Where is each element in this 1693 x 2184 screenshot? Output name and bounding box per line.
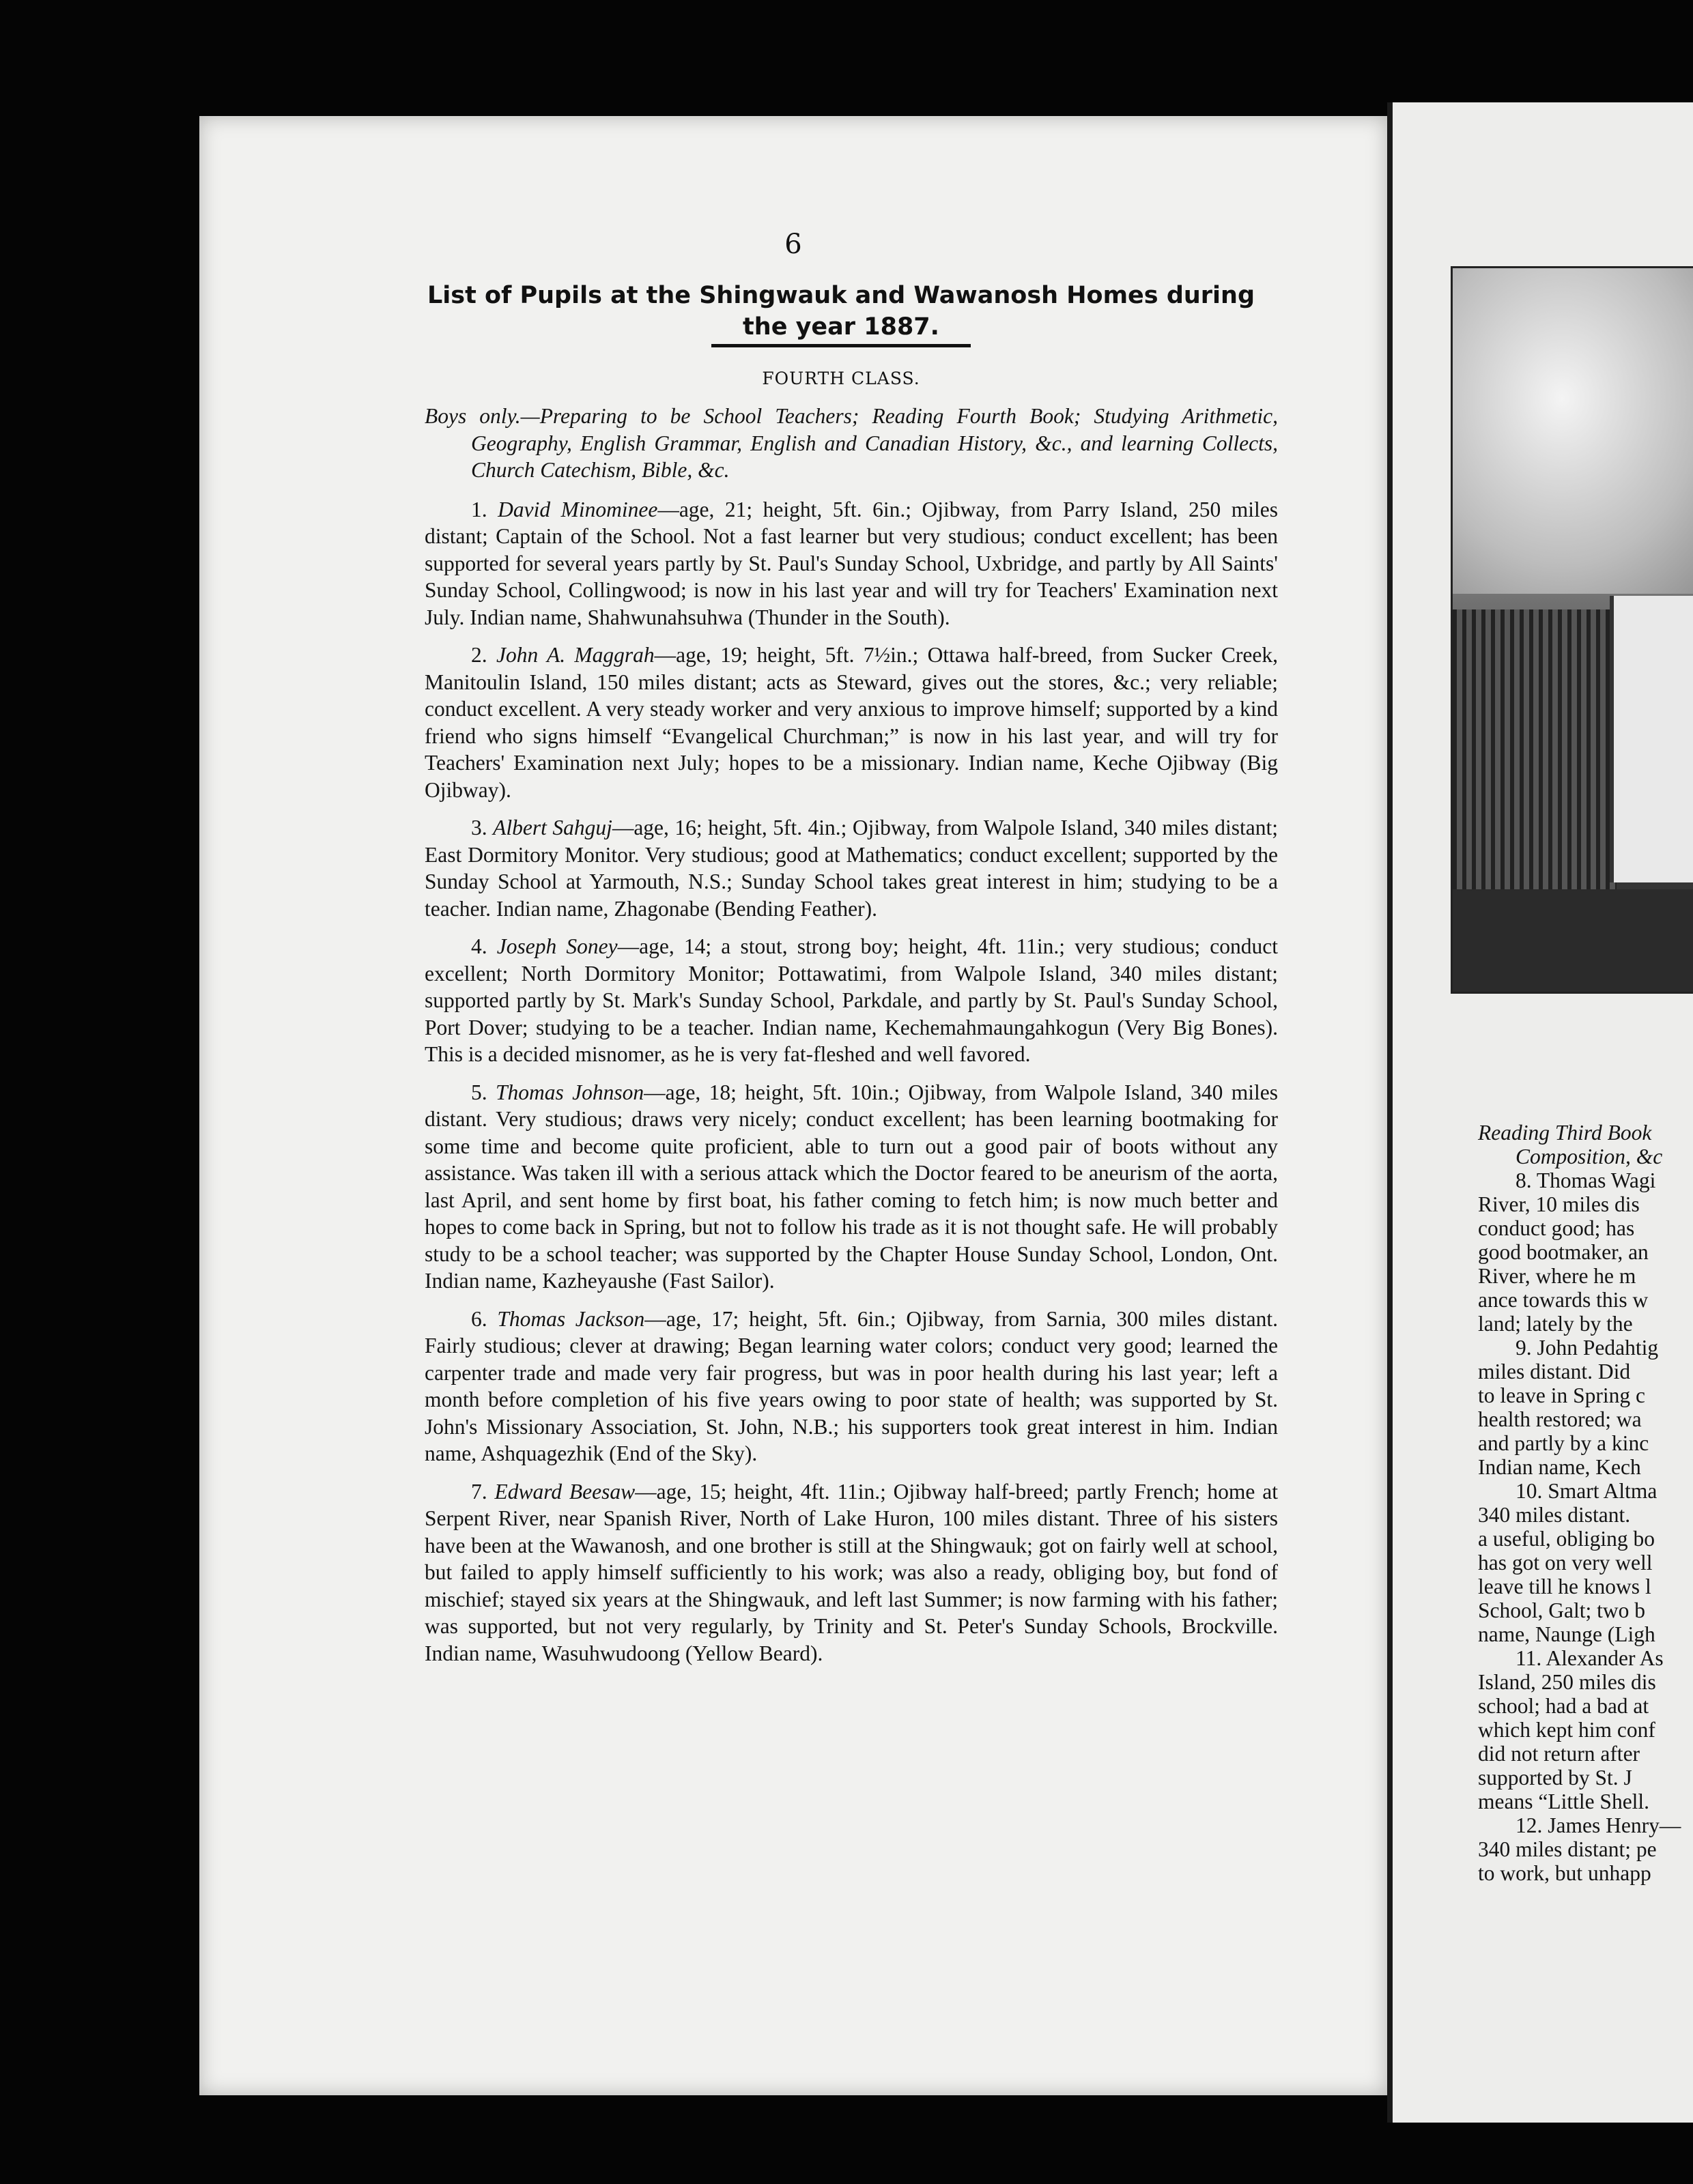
entries-container (425, 496, 1278, 1667)
pupil-name: John A. Maggrah (496, 643, 655, 667)
page-title (404, 280, 1278, 343)
right-page-line: to leave in Spring c (1478, 1383, 1645, 1407)
pupil-description: —age, 17; height, 5ft. 6in.; Ojibway, from Sarnia, 300 miles distant. Fairly studious; clever at drawing; Began learning water colors; conduct very good; learned the carpenter trade and made very fair progress, but was in poor health during his last year; left a month before completion of his five years owing to poor state of health; was supported by St. John's Missionary Association, St. John, N.B.; his supporters took great interest in him. Indian name, Ashquagezhik (End of the Sky). (425, 1306, 1279, 1465)
right-page-line: conduct good; has (1478, 1216, 1635, 1240)
left-page (199, 116, 1387, 2095)
right-page-line: means “Little Shell. (1478, 1790, 1650, 1813)
entry-number: 4. (471, 934, 497, 958)
pupil-description: —age, 18; height, 5ft. 10in.; Ojibway, from Walpole Island, 340 miles distant. Very studious; draws very nicely; conduct excellent; has been learning bootmaking for some time and become quite proficient, able to turn out a good pair of boots without any assistance. Was taken ill with a serious attack which the Doctor feared to be aneurism of the aorta, last April, and sent home by first boat, his father coming to fetch him; is now much better and hopes to come back in Spring, but not to follow his trade as it is not thought safe. He will probably study to be a school teacher; was supported by the Chapter House Sunday School, London, Ont. Indian name, Kazheyaushe (Fast Sailor). (425, 1080, 1278, 1293)
pupil-description: —age, 19; height, 5ft. 7½in.; Ottawa half-breed, from Sucker Creek, Manitoulin Island, 150 miles distant; acts as Steward, gives out the stores, &c.; very reliable; conduct excellent. A very steady worker and very anxious to improve himself; supported by a kind friend who signs himself “Evangelical Churchman;” is now in his last year, and will try for Teachers' Examination next July; hopes to be a missionary. Indian name, Keche Ojibway (Big Ojibway). (425, 643, 1279, 802)
right-page-line: 340 miles distant; pe (1478, 1837, 1657, 1861)
right-page-line: River, where he m (1478, 1264, 1636, 1288)
right-page-line: Reading Third Book (1478, 1121, 1652, 1145)
right-page-line: miles distant. Did (1478, 1360, 1631, 1383)
right-page-line: Indian name, Kech (1478, 1455, 1641, 1479)
pupil-entry (425, 496, 1278, 631)
right-page-line: 11. Alexander As (1516, 1646, 1664, 1670)
pupil-description: —age, 16; height, 5ft. 4in.; Ojibway, from Walpole Island, 340 miles distant; East Dormitory Monitor. Very studious; good at Mathematics; conduct excellent; supported by the Sunday School at Yarmouth, N.S.; Sunday School takes great interest in him; studying to be a teacher. Indian name, Zhagonabe (Bending Feather). (425, 816, 1278, 921)
title-rule (711, 344, 971, 347)
entry-number: 7. (471, 1479, 495, 1504)
pupil-description: —age, 14; a stout, strong boy; height, 4ft. 11in.; very studious; conduct excellent; North Dormitory Monitor; Pottawatimi, from Walpole Island, 340 miles distant; supported partly by St. Mark's Sunday School, Parkdale, and partly by St. Paul's Sunday School, Port Dover; studying to be a teacher. Indian name, Kechemahmaungahkogun (Very Big Bones). This is a decided misnomer, as he is very fat-fleshed and well favored. (425, 934, 1279, 1066)
entry-number: 6. (471, 1306, 498, 1331)
pupil-entry (425, 933, 1278, 1068)
pupil-entry (425, 1306, 1278, 1467)
title-line-2: the year 1887. (743, 313, 939, 341)
right-page-line: ance towards this w (1478, 1288, 1649, 1312)
title-line-1: List of Pupils at the Shingwauk and Wawanosh Homes during (427, 282, 1255, 309)
right-page-line: River, 10 miles dis (1478, 1192, 1640, 1216)
right-page-line: has got on very well (1478, 1551, 1653, 1575)
class-intro: Boys only.—Preparing to be School Teachers; Reading Fourth Book; Studying Arithmetic, Geography, English Grammar, English and Canadian History, &c., and learning Collects, Church Catechism, Bible, &c. (425, 404, 1278, 482)
pupil-description: —age, 21; height, 5ft. 6in.; Ojibway, from Parry Island, 250 miles distant; Captain of the School. Not a fast learner but very studious; conduct excellent; has been supported for several years partly by St. Paul's Sunday School, Uxbridge, and partly by All Saints' Sunday School, Collingwood; is now in his last year and will try for Teachers' Examination next July. Indian name, Shahwunahsuhwa (Thunder in the South). (425, 497, 1279, 629)
right-page-line: a useful, obliging bo (1478, 1527, 1655, 1551)
right-page-line: good bootmaker, an (1478, 1240, 1649, 1264)
right-page-line: to work, but unhapp (1478, 1861, 1651, 1885)
engraving-trees (1453, 609, 1617, 896)
pupil-entry (425, 1079, 1278, 1295)
pupil-name: Joseph Soney (496, 934, 618, 958)
right-page-line: Composition, &c (1516, 1145, 1663, 1168)
book-gutter (1387, 102, 1393, 2123)
pupil-name: Edward Beesaw (494, 1479, 636, 1504)
entry-number: 2. (471, 643, 496, 667)
engraving-sky (1453, 268, 1693, 594)
school-engraving (1451, 266, 1693, 994)
pupil-entry (425, 642, 1278, 803)
right-page-line: 9. John Pedahtig (1516, 1336, 1659, 1360)
right-page-line: 340 miles distant. (1478, 1503, 1631, 1527)
right-page-line: 12. James Henry— (1516, 1813, 1681, 1837)
right-page-line: health restored; wa (1478, 1407, 1642, 1431)
right-page-line: supported by St. J (1478, 1766, 1632, 1790)
entry-number: 5. (471, 1080, 496, 1104)
right-page (1393, 102, 1693, 2123)
right-page-line: name, Naunge (Ligh (1478, 1622, 1655, 1646)
pupil-name: Albert Sahguj (493, 816, 612, 839)
engraving-ground (1453, 889, 1693, 992)
right-page-line: which kept him conf (1478, 1718, 1655, 1742)
class-heading: FOURTH CLASS. (762, 369, 920, 388)
pupil-name: Thomas Jackson (497, 1306, 645, 1331)
pupil-name: Thomas Johnson (496, 1080, 644, 1104)
right-page-line: land; lately by the (1478, 1312, 1633, 1336)
right-page-line: School, Galt; two b (1478, 1598, 1645, 1622)
pupil-entry (425, 814, 1278, 922)
right-page-line: 8. Thomas Wagi (1516, 1168, 1656, 1192)
right-page-text (1478, 1121, 1693, 1885)
pupil-description: —age, 15; height, 4ft. 11in.; Ojibway half-breed; partly French; home at Serpent River, near Spanish River, North of Lake Huron, 100 miles distant. Three of his sisters have been at the Wawanosh, and one brother is still at the Shingwauk; got on fairly well at school, but failed to apply himself sufficiently to his work; was also a ready, obliging boy, but fond of mischief; stayed six years at the Shingwauk, and left last Summer; is now farming with his father; was supported, but not very regularly, by Trinity and St. Peter's Sunday Schools, Brockville. Indian name, Wasuhwudoong (Yellow Beard). (425, 1479, 1278, 1665)
pupil-list (425, 403, 1278, 1678)
right-page-line: Island, 250 miles dis (1478, 1670, 1656, 1694)
right-page-line: leave till he knows l (1478, 1575, 1651, 1598)
entry-number: 1. (471, 497, 498, 521)
right-page-line: 10. Smart Altma (1516, 1479, 1658, 1503)
pupil-entry (425, 1478, 1278, 1667)
right-page-line: did not return after (1478, 1742, 1640, 1766)
pupil-name: David Minominee (498, 497, 658, 521)
right-page-line: and partly by a kinc (1478, 1431, 1649, 1455)
engraving-house (1610, 596, 1693, 882)
right-page-line: school; had a bad at (1478, 1694, 1649, 1718)
entry-number: 3. (471, 816, 494, 839)
page-number: 6 (784, 229, 802, 260)
